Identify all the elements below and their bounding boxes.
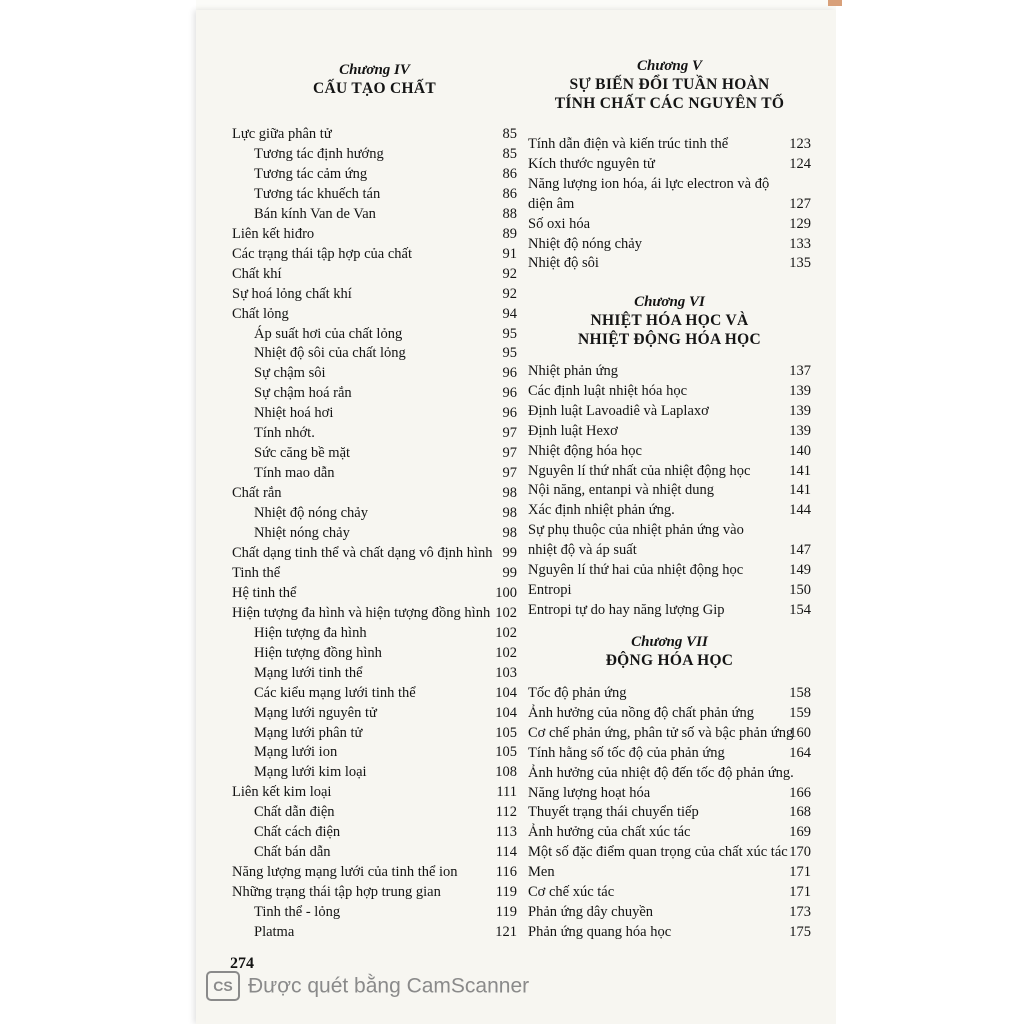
toc-entry [232, 423, 517, 443]
toc-entry-label: Tương tác khuếch tán [254, 186, 381, 202]
toc-entry [528, 600, 811, 620]
toc-entry-label: Chất cách điện [254, 824, 341, 840]
toc-entry [528, 253, 811, 273]
toc-entry-label: Cơ chế phản ứng, phân tử số và bậc phản ứng [528, 725, 794, 741]
toc-entry [528, 842, 811, 862]
toc-entry [232, 244, 517, 264]
toc-entry-page: 97 [502, 425, 517, 441]
toc-entry-label: Kích thước nguyên tử [528, 156, 655, 172]
toc-entry-page: 140 [789, 443, 811, 459]
toc-entry-page: 119 [495, 884, 517, 900]
toc-entry [528, 441, 811, 461]
toc-entry [528, 540, 811, 560]
toc-entry-label: Nguyên lí thứ nhất của nhiệt động học [528, 463, 751, 479]
toc-entry-page: 96 [502, 385, 517, 401]
toc-entry-label: Thuyết trạng thái chuyển tiếp [528, 804, 699, 820]
toc-entry [232, 264, 517, 284]
toc-entry-label: Entropi tự do hay năng lượng Gip [528, 602, 725, 618]
toc-entry-page: 96 [502, 405, 517, 421]
toc-entry-page: 144 [789, 502, 811, 518]
toc-entry-page: 85 [502, 146, 517, 162]
toc-entry-label: Mạng lưới tinh thể [254, 665, 363, 681]
toc-entry [232, 363, 517, 383]
toc-entry-page: 129 [789, 216, 811, 232]
toc-entry-page: 105 [495, 725, 517, 741]
toc-entry [528, 480, 811, 500]
toc-entry-page: 141 [789, 463, 811, 479]
toc-entry-label: diện âm [528, 196, 575, 212]
toc-entry-label: Ảnh hưởng của nhiệt độ đến tốc độ phản ứng. [528, 765, 794, 781]
toc-entry-page: 98 [502, 485, 517, 501]
toc-entry-label: Chất lỏng [232, 306, 289, 322]
toc-entry [232, 164, 517, 184]
toc-entry-page: 92 [502, 286, 517, 302]
toc-entry [232, 324, 517, 344]
toc-entry-page: 171 [789, 864, 811, 880]
toc-entry [528, 174, 811, 194]
toc-entry-label: Các trạng thái tập hợp của chất [232, 246, 412, 262]
toc-entry-page: 135 [789, 255, 811, 271]
toc-entry-label: Năng lượng mạng lưới của tinh thể ion [232, 864, 458, 880]
toc-entry-label: Ảnh hưởng của nồng độ chất phản ứng [528, 705, 754, 721]
toc-entry-label: Ảnh hưởng của chất xúc tác [528, 824, 691, 840]
toc-entry-label: Mạng lưới ion [254, 744, 338, 760]
toc-entry [232, 742, 517, 762]
toc-entry [232, 144, 517, 164]
toc-entry-page: 105 [495, 744, 517, 760]
toc-entry-label: Nội năng, entanpi và nhiệt dung [528, 482, 715, 498]
toc-entry-page: 102 [495, 605, 517, 621]
toc-entry-label: Tính mao dẫn [254, 465, 335, 481]
toc-entry-label: Sự phụ thuộc của nhiệt phản ứng vào [528, 522, 744, 538]
chapter-title-line: NHIỆT ĐỘNG HÓA HỌC [578, 331, 761, 348]
toc-entry-label: Hiện tượng đa hình và hiện tượng đồng hình [232, 605, 491, 621]
toc-entry-page: 97 [502, 465, 517, 481]
toc-entry-label: Nhiệt nóng chảy [254, 525, 350, 541]
toc-entry [232, 663, 517, 683]
toc-entry-label: Nhiệt độ sôi của chất lỏng [254, 345, 406, 361]
toc-entry-page: 111 [496, 784, 517, 800]
toc-entry [528, 743, 811, 763]
page-top-edge [196, 0, 836, 10]
toc-entry [528, 381, 811, 401]
toc-entry-page: 175 [789, 924, 811, 940]
toc-entry-page: 95 [502, 345, 517, 361]
toc-entry-label: Mạng lưới nguyên tử [254, 705, 377, 721]
toc-entry-page: 139 [789, 423, 811, 439]
toc-entry-page: 92 [502, 266, 517, 282]
toc-entry-page: 149 [789, 562, 811, 578]
toc-entry-label: Nhiệt động hóa học [528, 443, 642, 459]
toc-entry-label: Tính dẫn điện và kiến trúc tinh thể [528, 136, 729, 152]
toc-entry [528, 154, 811, 174]
toc-entry [528, 763, 811, 783]
chapter-title-line: ĐỘNG HÓA HỌC [605, 652, 734, 669]
toc-entry [528, 580, 811, 600]
toc-entry [232, 304, 517, 324]
toc-entry [528, 461, 811, 481]
toc-entry-label: Tốc độ phản ứng [528, 685, 627, 701]
toc-entry [528, 862, 811, 882]
page-margin-right [836, 0, 1024, 1024]
toc-entry-page: 121 [495, 924, 517, 940]
page-number: 274 [230, 955, 254, 972]
toc-entry [528, 194, 811, 214]
toc-entry-label: Sự chậm hoá rắn [254, 385, 352, 401]
toc-entry [528, 134, 811, 154]
toc-entry-label: Định luật Hexơ [528, 423, 618, 439]
toc-entry-label: Tính hằng số tốc độ của phản ứng [528, 745, 725, 761]
toc-entry [232, 184, 517, 204]
toc-entry [232, 443, 517, 463]
toc-entry-label: Chất dẫn điện [254, 804, 335, 820]
toc-entry-label: Lực giữa phân tử [232, 126, 332, 142]
toc-entry-page: 123 [789, 136, 811, 152]
toc-entry [232, 882, 517, 902]
toc-entry-page: 104 [495, 705, 517, 721]
toc-entry-page: 86 [502, 166, 517, 182]
toc-entry-label: Xác định nhiệt phản ứng. [528, 502, 675, 518]
toc-entry [528, 683, 811, 703]
chapter-title-line: TÍNH CHẤT CÁC NGUYÊN TỐ [554, 95, 785, 112]
toc-entry [528, 421, 811, 441]
toc-entry-label: Các định luật nhiệt hóa học [528, 383, 688, 399]
toc-entry-label: Sự chậm sôi [254, 365, 326, 381]
toc-entry-label: Liên kết hiđro [232, 226, 315, 242]
toc-entry-page: 133 [789, 236, 811, 252]
toc-entry [232, 204, 517, 224]
toc-entry-label: Hiện tượng đồng hình [254, 645, 382, 661]
toc-entry [232, 623, 517, 643]
toc-entry-page: 139 [789, 383, 811, 399]
toc-entry-page: 158 [789, 685, 811, 701]
toc-entry-page: 102 [495, 645, 517, 661]
toc-entry-label: Những trạng thái tập hợp trung gian [232, 884, 441, 900]
watermark-text: Được quét bằng CamScanner [248, 974, 530, 998]
toc-entry-label: Áp suất hơi của chất lỏng [254, 326, 403, 342]
toc-entry [528, 361, 811, 381]
toc-entry-label: Chất dạng tinh thể và chất dạng vô định hình [232, 545, 493, 561]
toc-entry [528, 783, 811, 803]
toc-entry-label: Bán kính Van de Van [254, 206, 376, 222]
toc-entry-label: Nhiệt độ nóng chảy [528, 236, 642, 252]
toc-entry [232, 224, 517, 244]
toc-entry [528, 214, 811, 234]
toc-entry [232, 822, 517, 842]
toc-entry-page: 89 [502, 226, 517, 242]
toc-entry [232, 124, 517, 144]
toc-entry-label: Phản ứng dây chuyền [528, 904, 654, 920]
chapter-label: Chương VI [634, 294, 705, 310]
toc-entry-page: 170 [789, 844, 811, 860]
toc-entry-label: Số oxi hóa [528, 216, 591, 232]
toc-entry-page: 119 [495, 904, 517, 920]
toc-entry [232, 383, 517, 403]
toc-entry [232, 762, 517, 782]
toc-entry-page: 103 [495, 665, 517, 681]
toc-entry-page: 85 [502, 126, 517, 142]
toc-entry-page: 160 [789, 725, 811, 741]
toc-entry-page: 124 [789, 156, 811, 172]
toc-entry-page: 127 [789, 196, 811, 212]
chapter-vi-heading [528, 294, 811, 349]
toc-entry-label: Một số đặc điểm quan trọng của chất xúc tác [528, 844, 788, 860]
chapter-label: Chương VII [631, 634, 708, 650]
toc-entry-page: 159 [789, 705, 811, 721]
toc-entry-label: Tinh thể [232, 565, 281, 581]
toc-entry [528, 500, 811, 520]
toc-entry-label: Nguyên lí thứ hai của nhiệt động học [528, 562, 744, 578]
toc-entry [528, 902, 811, 922]
toc-entry-page: 169 [789, 824, 811, 840]
toc-entry [232, 842, 517, 862]
camscanner-watermark [206, 970, 529, 1002]
toc-entry-page: 88 [502, 206, 517, 222]
toc-entry-page: 98 [502, 505, 517, 521]
toc-entry [232, 583, 517, 603]
toc-entry-page: 147 [789, 542, 811, 558]
toc-entry [232, 503, 517, 523]
toc-entry [232, 523, 517, 543]
toc-entry-page: 99 [502, 565, 517, 581]
toc-entry-page: 96 [502, 365, 517, 381]
chapter-vii-heading [528, 634, 811, 670]
toc-entry-page: 99 [502, 545, 517, 561]
toc-entry-page: 173 [789, 904, 811, 920]
toc-entry [232, 403, 517, 423]
toc-entry-page: 95 [502, 326, 517, 342]
toc-entry-label: Nhiệt hoá hơi [254, 405, 334, 421]
toc-entry [528, 822, 811, 842]
toc-entry-page: 91 [502, 246, 517, 262]
toc-entry-label: Mạng lưới phân tử [254, 725, 363, 741]
toc-entry-page: 86 [502, 186, 517, 202]
toc-entry-page: 102 [495, 625, 517, 641]
toc-entry [528, 922, 811, 942]
toc-entry-page: 150 [789, 582, 811, 598]
toc-entry-page: 114 [495, 844, 517, 860]
toc-entry-label: Tương tác định hướng [254, 146, 384, 162]
toc-entry-label: Mạng lưới kim loại [254, 764, 367, 780]
toc-entry [232, 463, 517, 483]
toc-entry-label: Hệ tinh thể [232, 585, 297, 601]
toc-entry-page: 100 [495, 585, 517, 601]
toc-entry-label: Chất khí [232, 266, 282, 282]
toc-entry [528, 401, 811, 421]
toc-entry-page: 166 [789, 785, 811, 801]
toc-entry-page: 94 [502, 306, 517, 322]
chapter-title-line: NHIỆT HÓA HỌC VÀ [590, 312, 749, 329]
toc-entry-label: Sức căng bề mặt [254, 445, 351, 461]
toc-entry-label: Tương tác cảm ứng [254, 166, 368, 182]
chapter-label: Chương V [637, 58, 702, 74]
corner-mark [828, 0, 842, 6]
toc-entry-page: 137 [789, 363, 811, 379]
toc-entry [528, 234, 811, 254]
toc-entry-page: 104 [495, 685, 517, 701]
toc-entry-label: Hiện tượng đa hình [254, 625, 367, 641]
toc-entry [528, 882, 811, 902]
toc-entry [528, 802, 811, 822]
toc-entry [232, 922, 517, 942]
toc-entry-label: Men [528, 864, 555, 880]
toc-entry [528, 703, 811, 723]
toc-entry-label: Năng lượng ion hóa, ái lực electron và độ [528, 176, 770, 192]
toc-entry [232, 483, 517, 503]
toc-entry [232, 543, 517, 563]
toc-entry-page: 108 [495, 764, 517, 780]
toc-entry [232, 782, 517, 802]
toc-entry-page: 164 [789, 745, 811, 761]
toc-entry [232, 723, 517, 743]
toc-entry-label: Nhiệt độ sôi [528, 255, 599, 271]
camscanner-logo-icon: CS [206, 971, 240, 1001]
toc-entry-label: Các kiểu mạng lưới tinh thể [254, 685, 416, 701]
toc-entry-label: Tính nhớt. [254, 425, 315, 441]
toc-entry-label: Năng lượng hoạt hóa [528, 785, 651, 801]
toc-entry [232, 703, 517, 723]
toc-entry-label: Định luật Lavoadiê và Laplaxơ [528, 403, 709, 419]
toc-entry-label: Platma [254, 924, 295, 940]
toc-entry-label: Cơ chế xúc tác [528, 884, 615, 900]
chapter-title: CẤU TẠO CHẤT [312, 80, 437, 97]
chapter-v-heading [528, 58, 811, 113]
toc-entry-label: Chất bán dẫn [254, 844, 331, 860]
toc-entry [528, 520, 811, 540]
toc-entry-page: 154 [789, 602, 811, 618]
toc-entry-page: 116 [495, 864, 517, 880]
toc-entry-label: Nhiệt độ nóng chảy [254, 505, 368, 521]
toc-entry-label: nhiệt độ và áp suất [528, 542, 637, 558]
toc-entry-label: Sự hoá lỏng chất khí [232, 286, 352, 302]
toc-entry-label: Entropi [528, 582, 572, 598]
toc-entry [232, 643, 517, 663]
toc-entry-label: Phản ứng quang hóa học [528, 924, 672, 940]
toc-entry-page: 97 [502, 445, 517, 461]
toc-entry-page: 139 [789, 403, 811, 419]
toc-entry-label: Chất rắn [232, 485, 282, 501]
toc-entry-label: Tinh thể - lỏng [254, 904, 341, 920]
toc-entry [232, 683, 517, 703]
toc-entry-page: 113 [495, 824, 517, 840]
toc-entry-page: 168 [789, 804, 811, 820]
toc-entry-label: Nhiệt phản ứng [528, 363, 619, 379]
toc-entry [232, 902, 517, 922]
toc-entry-label: Liên kết kim loại [232, 784, 332, 800]
toc-entry [528, 723, 811, 743]
toc-entry [528, 560, 811, 580]
toc-entry-page: 171 [789, 884, 811, 900]
toc-entry [232, 802, 517, 822]
toc-entry-page: 112 [495, 804, 517, 820]
chapter-iv-heading [232, 62, 517, 98]
chapter-title-line: SỰ BIẾN ĐỔI TUẦN HOÀN [569, 76, 770, 93]
toc-entry-page: 141 [789, 482, 811, 498]
toc-entry [232, 343, 517, 363]
chapter-label: Chương IV [339, 62, 410, 78]
toc-entry [232, 603, 517, 623]
toc-entry [232, 284, 517, 304]
toc-entry-page: 98 [502, 525, 517, 541]
toc-entry [232, 563, 517, 583]
toc-entry [232, 862, 517, 882]
